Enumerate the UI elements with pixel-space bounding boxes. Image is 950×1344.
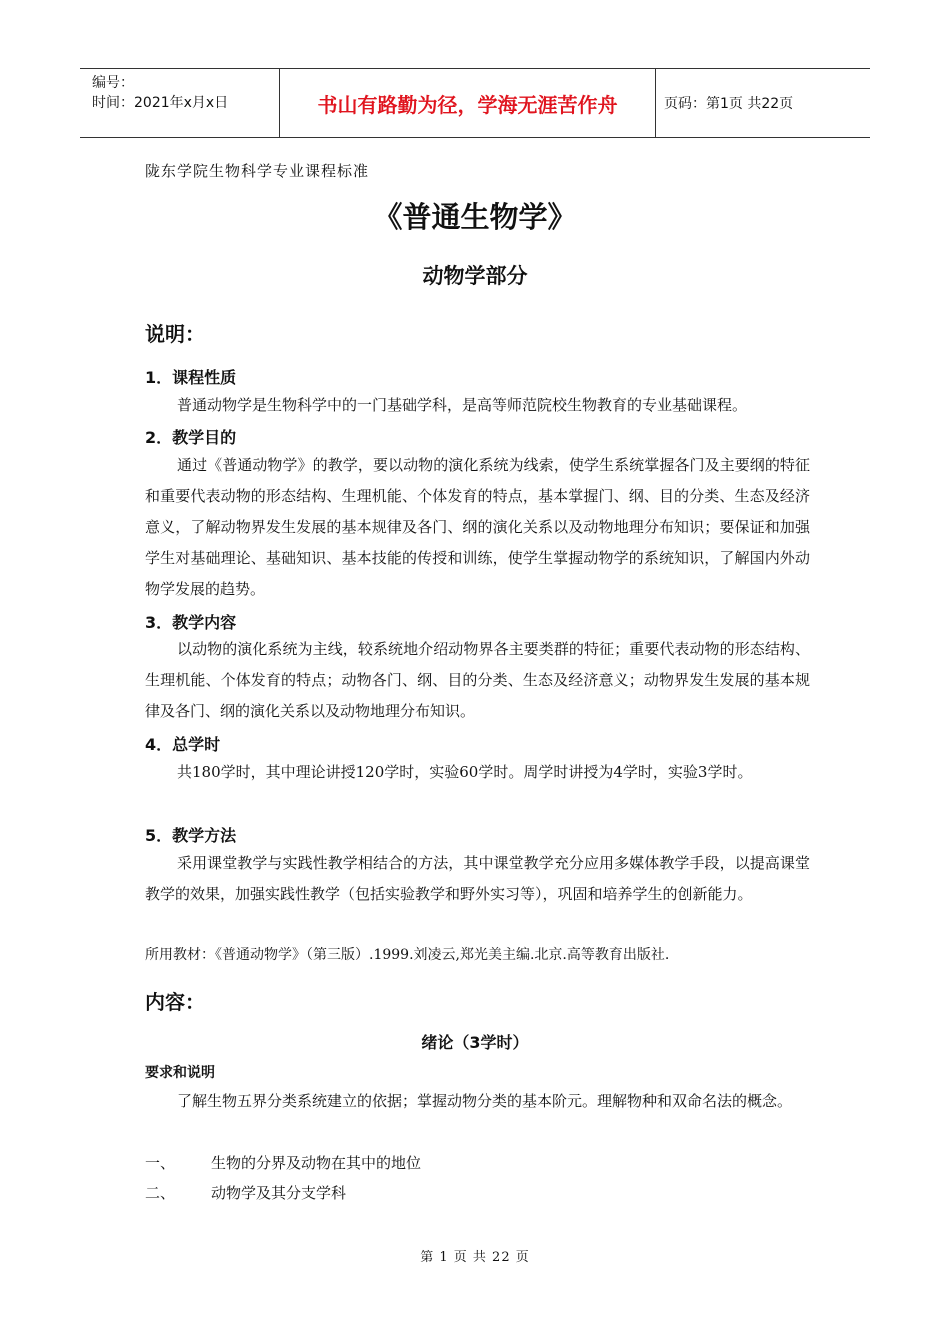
list-item <box>145 1152 421 1173</box>
document-number-label: 编号： <box>92 75 134 91</box>
page-footer: 第 1 页 共 22 页 <box>420 1250 530 1265</box>
section-heading: 3．教学内容 <box>145 613 237 632</box>
header-meta <box>80 69 280 137</box>
section-paragraph: 普通动物学是生物科学中的一门基础学科，是高等师范院校生物教育的专业基础课程。 <box>177 396 748 414</box>
page-header <box>80 68 870 138</box>
section-paragraph: 采用课堂教学与实践性教学相结合的方法，其中课堂教学充分应用多媒体教学手段，以提高课堂教学的效果，加强实践性教学（包括实验教学和野外实习等），巩固和培养学生的创新能力。 <box>145 854 810 903</box>
explain-heading: 说明： <box>145 322 205 346</box>
requirements-heading: 要求和说明 <box>145 1065 215 1081</box>
section-heading: 4．总学时 <box>145 735 221 754</box>
list-item-number: 一、 <box>145 1154 176 1172</box>
chapter-title: 绪论（3学时） <box>421 1033 529 1052</box>
section-heading: 2．教学目的 <box>145 428 237 447</box>
list-item-text: 生物的分界及动物在其中的地位 <box>211 1154 422 1172</box>
section-heading: 5．教学方法 <box>145 826 237 845</box>
section-heading: 1．课程性质 <box>145 368 237 387</box>
section-paragraph: 以动物的演化系统为主线，较系统地介绍动物界各主要类群的特征；重要代表动物的形态结构、生理机能、个体发育的特点；动物各门、纲、目的分类、生态及经济意义；动物界发生发展的基本规律及各门、纲的演化关系以及动物地理分布知识。 <box>145 640 810 720</box>
section-paragraph: 通过《普通动物学》的教学，要以动物的演化系统为线索，使学生系统掌握各门及主要纲的特征和重要代表动物的形态结构、生理机能、个体发育的特点，基本掌握门、纲、目的分类、生态及经济意义，了解动物界发生发展的基本规律及各门、纲的演化关系以及动物地理分布知识；要保证和加强学生对基础理论、基础知识、基本技能的传授和训练，使学生掌握动物学的系统知识，了解国内外动物学发展的趋势。 <box>145 456 810 598</box>
section-paragraph: 共180学时，其中理论讲授120学时，实验60学时。周学时讲授为4学时，实验3学时。 <box>177 763 753 781</box>
doc-subtitle: 陇东学院生物科学专业课程标准 <box>145 162 370 180</box>
list-item-text: 动物学及其分支学科 <box>211 1184 347 1202</box>
doc-part-title: 动物学部分 <box>422 264 528 288</box>
header-motto: 书山有路勤为径，学海无涯苦作舟 <box>317 92 618 117</box>
list-item-number: 二、 <box>145 1184 176 1202</box>
textbook-note: 所用教材：《普通动物学》（第三版）.1999.刘凌云,郑光美主编.北京.高等教育出版社. <box>145 947 670 963</box>
requirements-text: 了解生物五界分类系统建立的依据；掌握动物分类的基本阶元。理解物种和双命名法的概念。 <box>177 1092 793 1110</box>
list-item <box>145 1182 346 1203</box>
document-time-label: 时间：2021年x月x日 <box>92 95 229 111</box>
content-heading: 内容： <box>145 990 205 1014</box>
header-motto-cell <box>280 69 656 137</box>
doc-title: 《普通生物学》 <box>373 200 577 234</box>
header-page-info: 页码：第1页 共22页 <box>664 96 794 112</box>
